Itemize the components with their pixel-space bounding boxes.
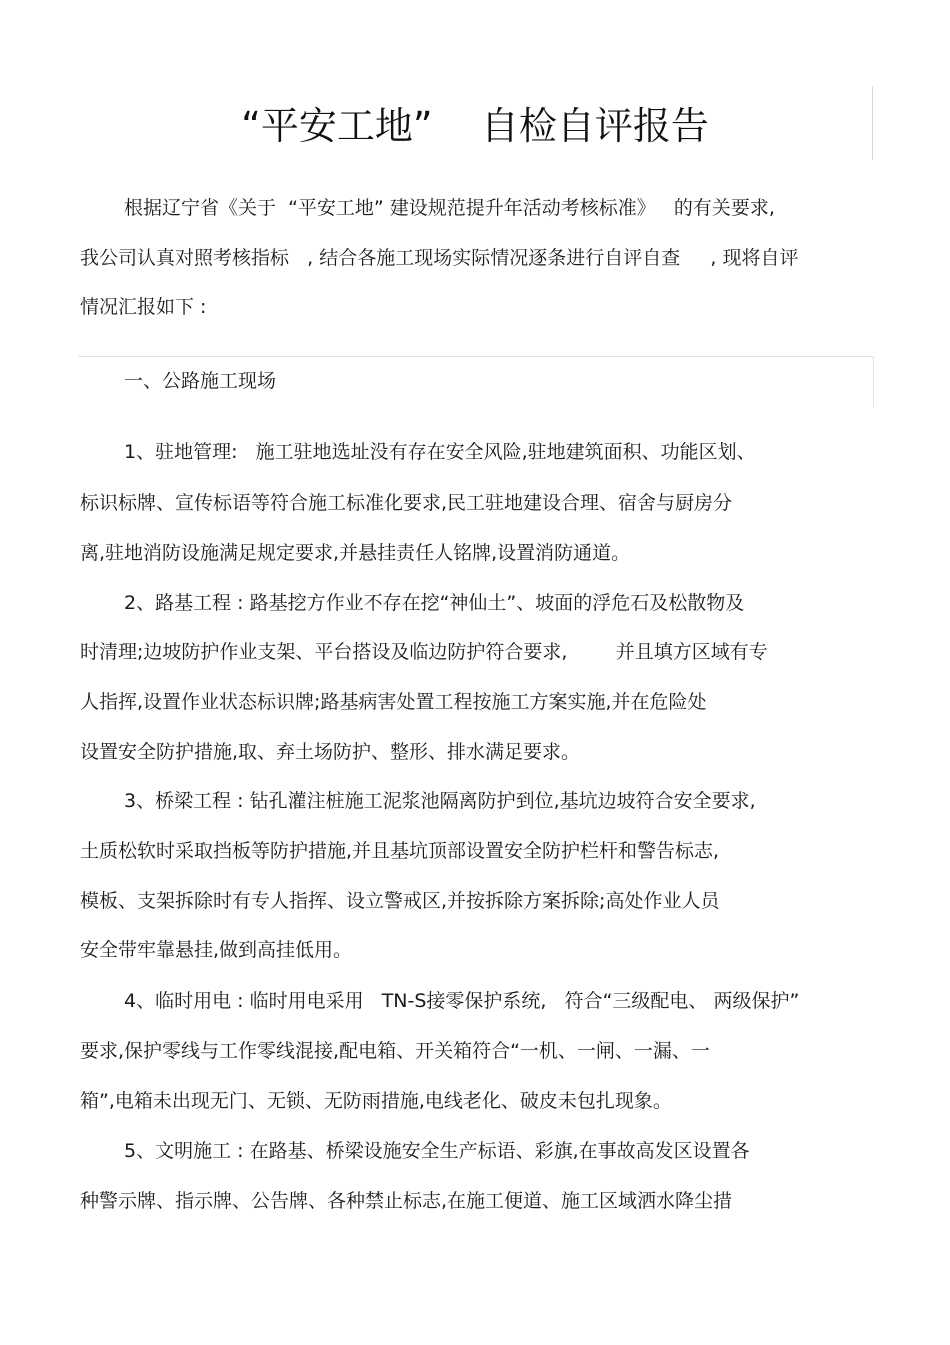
item-3-line-1: 3、桥梁工程 : 钻孔灌注桩施工泥浆池隔离防护到位,基坑边坡符合安全要求, [124, 790, 756, 812]
item-1-line-2: 标识标牌、宣传标语等符合施工标准化要求,民工驻地建设合理、宿舍与厨房分 [80, 492, 733, 514]
right-margin-rule [872, 86, 873, 160]
section-heading: 一、公路施工现场 [124, 370, 277, 392]
item-4-line-1: 4、临时用电 : 临时用电采用 TN-S接零保护系统, 符合“三级配电、 两级保护” [124, 990, 800, 1012]
item-3-line-2: 土质松软时采取挡板等防护措施,并且基坑顶部设置安全防护栏杆和警告标志, [80, 840, 720, 862]
item-4-line-3: 箱”,电箱未出现无门、无锁、无防雨措施,电线老化、破皮未包扎现象。 [80, 1090, 672, 1112]
item-2-line-1: 2、路基工程 : 路基挖方作业不存在挖“神仙土”、坡面的浮危石及松散物及 [124, 592, 745, 614]
item-3-line-3: 模板、支架拆除时有专人指挥、设立警戒区,并按拆除方案拆除;高处作业人员 [80, 890, 720, 912]
item-4-line-2: 要求,保护零线与工作零线混接,配电箱、开关箱符合“一机、一闸、一漏、一 [80, 1040, 710, 1062]
page-title: “平安工地” 自检自评报告 [241, 104, 709, 148]
item-1-line-1: 1、驻地管理: 施工驻地选址没有存在安全风险,驻地建筑面积、功能区划、 [124, 441, 756, 463]
intro-line-1: 根据辽宁省《关于 “平安工地” 建设规范提升年活动考核标准》 的有关要求, [124, 197, 775, 219]
item-5-line-1: 5、文明施工 : 在路基、桥梁设施安全生产标语、彩旗,在事故高发区设置各 [124, 1140, 750, 1162]
item-2-line-2: 时清理;边坡防护作业支架、平台搭设及临边防护符合要求, 并且填方区域有专 [80, 641, 768, 663]
intro-line-3: 情况汇报如下 : [80, 296, 207, 318]
item-2-line-4: 设置安全防护措施,取、弃土场防护、整形、排水满足要求。 [80, 741, 581, 763]
item-3-line-4: 安全带牢靠悬挂,做到高挂低用。 [80, 939, 353, 961]
item-2-line-3: 人指挥,设置作业状态标识牌;路基病害处置工程按施工方案实施,并在危险处 [80, 691, 707, 713]
item-1-line-3: 离,驻地消防设施满足规定要求,并悬挂责任人铭牌,设置消防通道。 [80, 542, 631, 564]
item-5-line-2: 种警示牌、指示牌、公告牌、各种禁止标志,在施工便道、施工区域洒水降尘措 [80, 1190, 733, 1212]
intro-line-2: 我公司认真对照考核指标 , 结合各施工现场实际情况逐条进行自评自查 , 现将自评 [80, 247, 799, 269]
